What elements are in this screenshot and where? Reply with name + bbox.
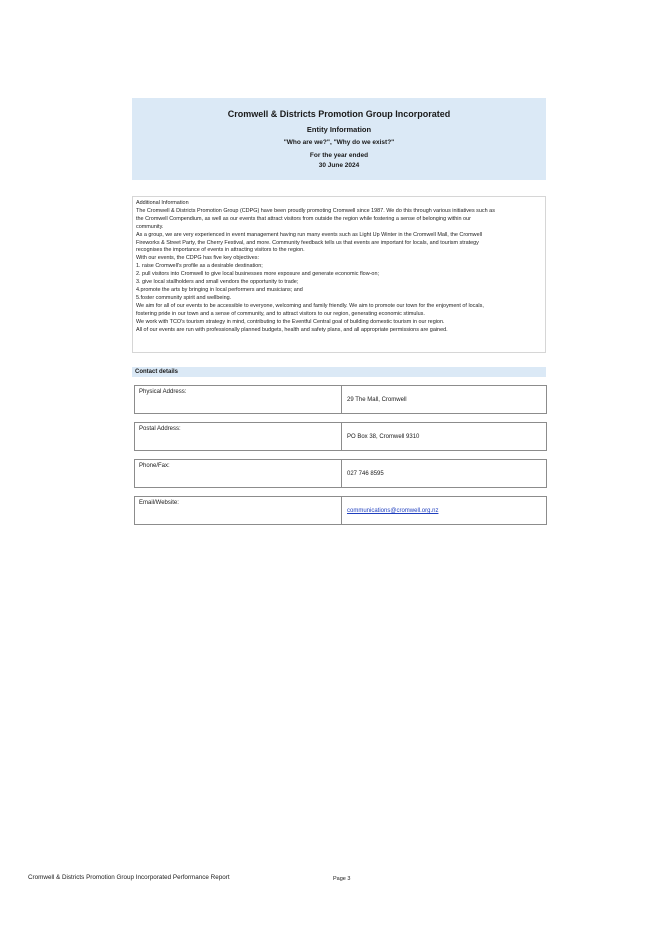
contact-row-physical-address (134, 385, 547, 414)
footer-report-title: Cromwell & Districts Promotion Group Incorporated Performance Report (28, 874, 230, 881)
info-line: With our events, the CDPG has five key objectives: (136, 255, 259, 262)
objective-item: 1. raise Cromwell's profile as a desirable destination; (136, 263, 263, 270)
email-link[interactable]: communications@cromwell.org.nz (347, 508, 439, 514)
entity-header (132, 98, 546, 180)
contact-details-heading: Contact details (132, 367, 546, 377)
contact-row-phone-fax (134, 459, 547, 488)
info-line: fostering pride in our town and a sense of community, and to attract visitors to our region, generating economic stimulus. (136, 310, 425, 317)
info-line: Fireworks & Street Party, the Cherry Festival, and more. Community feedback tells us that events are important for locals, and tourism strategy (136, 239, 479, 246)
cell-divider (341, 460, 342, 487)
info-line: We work with TCO's tourism strategy in mind, contributing to the Eventful Central goal of building domestic tourism in our region. (136, 318, 445, 325)
objective-item: 2. pull visitors into Cromwell to give local businesses more exposure and generate economic flow-on; (136, 271, 379, 278)
section-title: Entity Information (306, 125, 372, 134)
page-number: Page 3 (333, 876, 351, 882)
contact-row-postal-address (134, 422, 547, 451)
objective-item: 4.promote the arts by bringing in local performers and musicians; and (136, 286, 303, 293)
physical-address-label: Physical Address: (139, 389, 187, 395)
contact-row-email-website (134, 496, 547, 525)
postal-address-value: PO Box 38, Cromwell 9310 (347, 434, 420, 440)
objective-item: 3. give local stallholders and small vendors the opportunity to trade; (136, 279, 299, 286)
info-line: All of our events are run with professionally planned budgets, health and safety plans, and all appropriate permissions are gained. (136, 326, 448, 333)
info-line: As a group, we are very experienced in event management having run many events such as Light Up Winter in the Cromwell Mall, the Cromwell (136, 231, 483, 238)
info-line: We aim for all of our events to be accessible to everyone, welcoming and family friendly. We aim to promote our town for the enjoyment of locals, (136, 302, 484, 309)
info-line: community. (136, 223, 164, 230)
physical-address-value: 29 The Mall, Cromwell (347, 397, 407, 403)
additional-information-box (132, 196, 546, 353)
organisation-title: Cromwell & Districts Promotion Group Incorporated (227, 109, 451, 119)
section-questions: "Who are we?", "Why do we exist?" (283, 139, 395, 146)
email-website-label: Email/Website: (139, 500, 179, 506)
year-ended-date: 30 June 2024 (318, 162, 360, 169)
year-ended-label: For the year ended (309, 152, 369, 159)
info-line: The Cromwell & Districts Promotion Group (CDPG) have been proudly promoting Cromwell since 1987. We do this through various initiatives such as (136, 207, 495, 214)
cell-divider (341, 497, 342, 524)
info-line: the Cromwell Compendium, as well as our events that attract visitors from outside the region while fostering a sense of belonging within our (136, 215, 471, 222)
objective-item: 5.foster community spirit and wellbeing. (136, 294, 232, 301)
cell-divider (341, 386, 342, 413)
info-line: recognises the importance of events in attracting visitors to the region. (136, 247, 305, 254)
phone-fax-label: Phone/Fax: (139, 463, 170, 469)
cell-divider (341, 423, 342, 450)
phone-fax-value: 027 746 8595 (347, 471, 384, 477)
postal-address-label: Postal Address: (139, 426, 181, 432)
additional-information-heading: Additional Information (136, 200, 189, 206)
